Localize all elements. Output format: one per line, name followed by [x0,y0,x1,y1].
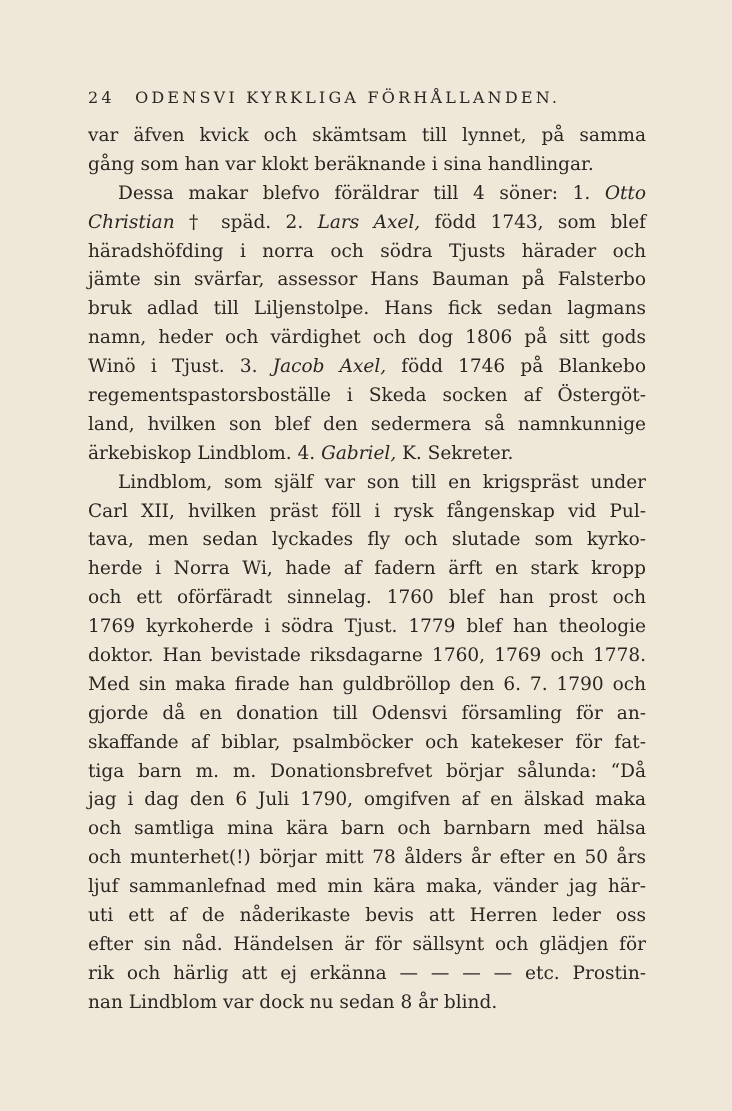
text-line [88,844,646,873]
text-segment: var äfven kvick och skämtsam till lynnet, på samma [88,125,646,146]
text-segment: född 1743, som blef [420,211,646,233]
text-segment: rik och härlig att ej erkänna — — — — etc. Prostin- [88,962,646,984]
text-line [88,815,646,844]
text-line [88,989,646,1018]
text-line [88,960,646,989]
text-line [88,729,646,758]
text-segment: Med sin maka firade han guldbröllop den 6. 7. 1790 och [88,673,646,695]
text-line [88,122,646,151]
text-segment: efter sin nåd. Händelsen är för sällsynt och glädjen för [88,933,646,955]
text-segment: skaffande af biblar, psalmböcker och katekeser för fat- [88,731,646,753]
text-line [88,642,646,671]
text-line [88,266,646,295]
text-segment: uti ett af de nåderikaste bevis att Herren leder oss [88,905,646,927]
text-segment: bruk adlad till Liljenstolpe. Hans fick sedan lagmans [88,298,646,320]
text-segment: tiga barn m. m. Donationsbrefvet börjar sålunda: “Då [88,760,646,782]
page-number: 24 [88,88,115,107]
text-segment: ljuf sammanlefnad med min kära maka, vänder jag här- [88,876,646,898]
text-line [88,931,646,960]
text-segment: jag i dag den 6 Juli 1790, omgifven af en älskad maka [88,789,646,811]
text-line [88,353,646,382]
text-line [88,151,646,180]
text-segment: och munterhet(!) börjar mitt 78 ålders år efter en 50 års [88,847,646,869]
text-line [88,180,646,209]
italic-name: Jacob Axel, [272,356,387,378]
text-segment: Lindblom, som själf var son till en krigspräst under [118,471,646,493]
running-header [88,88,628,107]
text-segment: tava, men sedan lyckades fly och slutade som kyrko- [88,529,646,551]
body-text [88,122,646,1018]
text-segment: ärkebiskop Lindblom. 4. [88,442,322,464]
text-segment: Winö i Tjust. 3. [88,356,273,378]
text-line [88,324,646,353]
text-segment: doktor. Han bevistade riksdagarne 1760, 1769 och 1778. [88,645,646,667]
text-segment: K. Sekreter. [396,442,514,464]
text-line [88,469,646,498]
text-line [88,498,646,527]
text-line [88,758,646,787]
text-line [88,440,646,469]
text-segment: nan Lindblom var dock nu sedan 8 år blind. [88,991,498,1013]
text-segment: och ett oförfäradt sinnelag. 1760 blef han prost och [88,587,646,609]
text-line [88,295,646,324]
text-segment: gång som han var klokt beräknande i sina handlingar. [88,153,594,175]
italic-name: Otto [604,182,646,204]
text-segment: jämte sin svärfar, assessor Hans Bauman på Falsterbo [88,269,646,291]
text-line [88,700,646,729]
text-line [88,873,646,902]
text-line [88,238,646,267]
text-line [88,902,646,931]
text-segment: född 1746 på Blankebo [386,356,646,378]
text-line [88,613,646,642]
italic-name: Christian [88,211,175,233]
text-segment: namn, heder och värdighet och dog 1806 på sitt gods [88,327,646,349]
text-segment: och samtliga mina kära barn och barnbarn med hälsa [88,818,646,840]
italic-name: Gabriel, [321,442,397,464]
text-line [88,786,646,815]
text-line [88,526,646,555]
text-segment: land, hvilken son blef den sedermera så namnkunnige [88,413,646,435]
text-segment: häradshöfding i norra och södra Tjusts härader och [88,240,646,262]
text-segment: Dessa makar blefvo föräldrar till 4 söner: 1. [118,182,605,204]
text-line [88,584,646,613]
text-line [88,671,646,700]
text-segment: † späd. 2. [174,211,318,233]
text-segment: regementspastorsboställe i Skeda socken af Östergöt- [88,385,646,407]
text-line [88,382,646,411]
text-segment: Carl XII, hvilken präst föll i rysk fångenskap vid Pul- [88,500,646,522]
text-segment: 1769 kyrkoherde i södra Tjust. 1779 blef han theologie [88,616,646,638]
text-line [88,411,646,440]
text-segment: gjorde då en donation till Odensvi församling för an- [88,702,646,724]
text-line [88,555,646,584]
text-line [88,209,646,238]
text-segment: herde i Norra Wi, hade af fadern ärft en stark kropp [88,558,646,580]
italic-name: Lars Axel, [317,211,421,233]
running-title: ODENSVI KYRKLIGA FÖRHÅLLANDEN. [135,88,561,107]
